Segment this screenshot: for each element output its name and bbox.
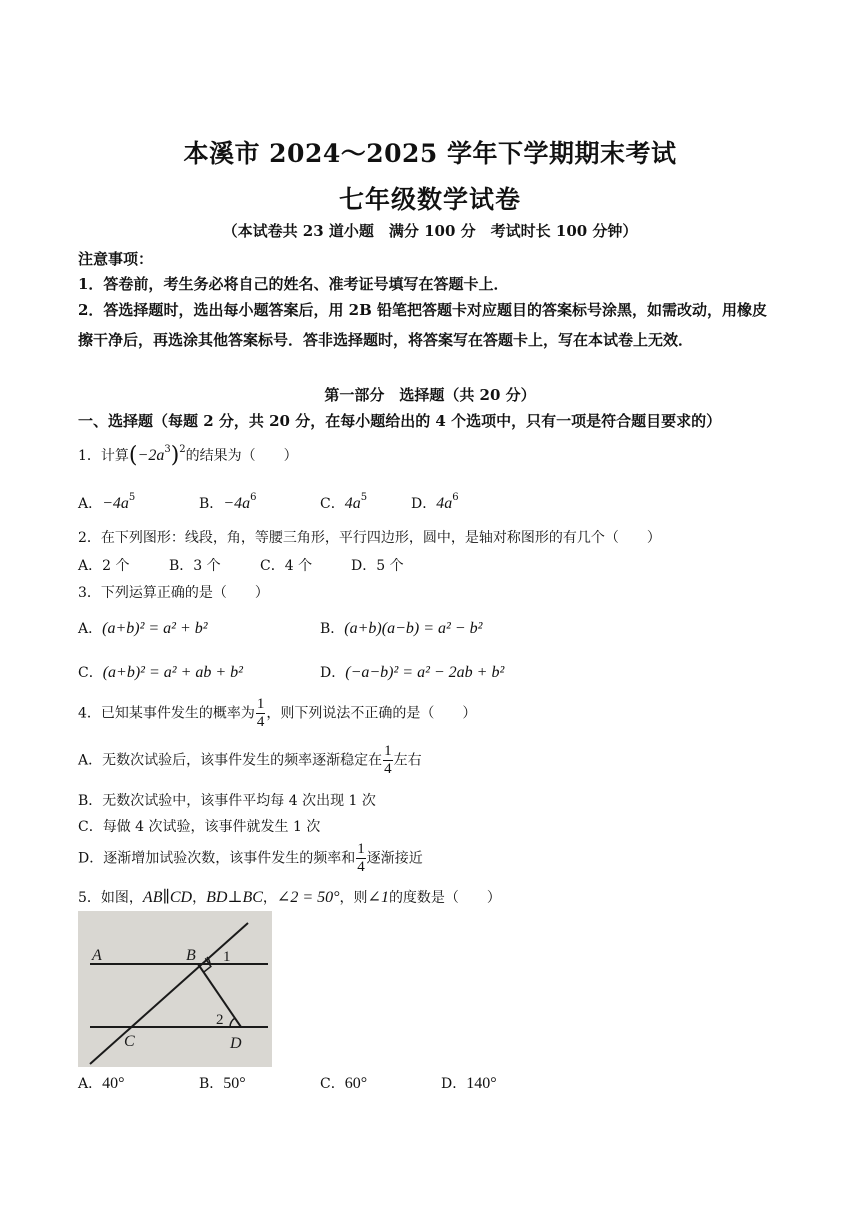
q1-option-b: B．$-4a^6$ [199,492,257,512]
q5-option-d: D．140° [441,1075,497,1092]
q1-outer-exp: 2 [179,444,186,455]
q2-option-d: D．5 个 [351,558,404,574]
label-a: A [92,947,102,964]
q1-suffix: 的结果为（ ） [185,448,298,464]
label-2: 2 [216,1012,224,1028]
q3-option-a: A．(a+b)² = a² + b² [78,620,208,637]
exam-subtitle: 七年级数学试卷 [338,185,521,214]
q1-prefix: 1．计算 [78,448,129,464]
q2-option-a: A．2 个 [78,558,130,574]
label-1: 1 [223,949,231,965]
question-3-stem: 3．下列运算正确的是（ ） [78,585,269,601]
q4-option-a: A．无数次试验后，该事件发生的频率逐渐稳定在 $\frac{1}{4}$ 左右 [78,743,422,777]
note-item-2: 2．答选择题时，选出每小题答案后，用 2B 铅笔把答题卡对应题目的答案标号涂黑，如需改动，用橡皮擦干净后，再选涂其他答案标号．答非选择题时，将答案写在答题卡上，写在本试卷上无效． [78,301,768,349]
question-2-stem: 2．在下列图形：线段，角，等腰三角形，平行四边形，圆中，是轴对称图形的有几个（ ） [78,530,661,546]
q1-base: −2a [137,447,165,464]
q5-option-a: A．40° [78,1075,125,1092]
q2-option-c: C．4 个 [260,558,313,574]
q3-option-c: C．(a+b)² = a² + ab + b² [78,664,243,681]
question-4-stem: 4．已知某事件发生的概率为 $\frac{1}{4}$ ，则下列说法不正确的是（ ） [78,696,477,730]
note-item-1: 1．答卷前，考生务必将自己的姓名、准考证号填写在答题卡上． [78,275,509,293]
q4-option-b: B．无数次试验中，该事件平均每 4 次出现 1 次 [78,793,376,809]
q1-option-d: D．$4a^6$ [411,492,459,512]
exam-title: 本溪市 2024～2025 学年下学期期末考试 [183,139,677,168]
q5-option-c: C．60° [320,1075,368,1092]
section-heading: 一、选择题（每题 2 分，共 20 分，在每小题给出的 4 个选项中，只有一项是符合题目要求的） [78,412,722,430]
q5-option-b: B．50° [199,1075,246,1092]
q4-option-d: D．逐渐增加试验次数，该事件发生的频率和 $\frac{1}{4}$ 逐渐接近 [78,841,423,875]
label-b: B [186,947,196,964]
q2-option-b: B．3 个 [169,558,221,574]
q4-option-c: C．每做 4 次试验，该事件就发生 1 次 [78,819,321,835]
question-5-stem: 5．如图，AB∥CD，BD⊥BC，∠2 = 50°，则∠1的度数是（ ） [78,889,501,906]
question-1-stem: 1．计算$(-2a^3)^2$的结果为（ ） [78,443,298,468]
q3-option-b: B．(a+b)(a−b) = a² − b² [320,620,483,637]
notes-heading: 注意事项： [78,250,154,268]
label-c: C [124,1033,135,1050]
q3-option-d: D．(−a−b)² = a² − 2ab + b² [320,664,505,681]
q1-option-a: A．$-4a^5$ [78,492,136,512]
q1-inner-exp: 3 [164,444,171,455]
q4-fraction: $\frac{1}{4}$ [256,696,265,730]
q1-option-c: C．$4a^5$ [320,492,368,512]
label-d: D [230,1035,242,1052]
q5-geometry-figure [78,911,272,1067]
exam-info: （本试卷共 23 道小题 满分 100 分 考试时长 100 分钟） [222,222,638,240]
part1-heading: 第一部分 选择题（共 20 分） [324,386,536,404]
